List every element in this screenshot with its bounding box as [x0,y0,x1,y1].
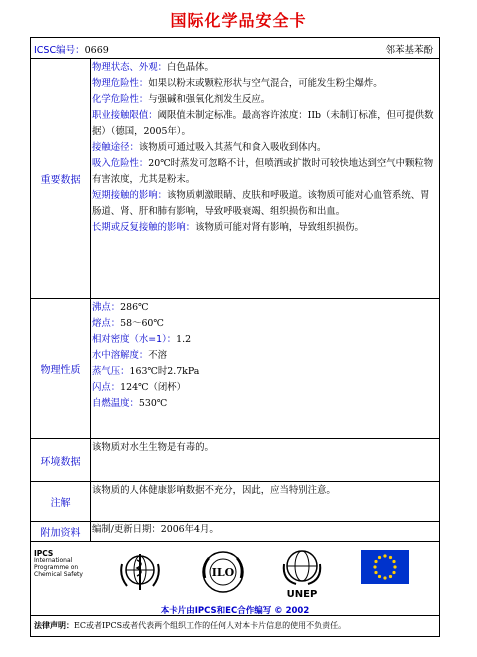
physical-item [92,380,437,396]
physical-item-key: 水中溶解度： [92,350,149,361]
important-item-text: 该物质刺激眼睛、皮肤和呼吸道。该物质可能对心血管系统、胃肠道、肾、肝和肺有影响，导致呼吸衰竭、组织损伤和出血。 [92,190,430,217]
environment-row [31,439,439,482]
legal-row [31,616,439,636]
physical-item [92,300,437,316]
physical-item-text: 58～60℃ [120,318,164,329]
ipcs-line: Programme on [34,564,79,571]
important-item-text: 20℃时蒸发可忽略不计，但喷洒或扩散时可较快地达到空气中颗粒物有害浓度，尤其是粉末。 [92,158,434,185]
legal-text: EC或者IPCS或者代表两个组织工作的任何人对本卡片信息的使用不负责任。 [74,621,347,630]
header-row [31,38,439,59]
physical-item-key: 闪点： [92,382,121,393]
physical-item-text: 530℃ [138,398,168,409]
who-emblem-icon [117,550,163,594]
additional-text: 编制/更新日期：2006年4月。 [92,524,219,535]
important-item-key: 长期或反复接触的影响： [92,222,196,233]
physical-content [92,300,437,412]
physical-item-text: 286℃ [120,302,149,313]
environment-text: 该物质对水生生物是有毒的。 [92,442,214,453]
important-item-key: 短期接触的影响： [92,190,168,201]
physical-item-text: 1.2 [176,334,192,345]
notes-row [31,482,439,522]
important-item-text: 该物质可能对肾有影响，导致组织损伤。 [195,222,364,233]
ilo-text: ILO [211,566,235,579]
important-item [92,156,437,188]
legal-key: 法律声明： [34,621,74,630]
ipcs-line: Chemical Safety [34,571,83,578]
physical-item-text: 124℃（闭杯） [120,382,187,393]
important-item-key: 物理危险性： [92,78,149,89]
important-item-text: 阈限值未制定标准。最高容许浓度：IIb（未制订标准，但可提供数据）（德国，2005年）。 [92,110,434,137]
important-content [92,60,437,236]
card-title: 国际化学品安全卡 [170,11,307,30]
physical-item-key: 自燃温度： [92,398,139,409]
notes-text: 该物质的人体健康影响数据不充分，因此，应当特别注意。 [92,485,336,496]
physical-item [92,364,437,380]
important-item-text: 如果以粉末或颗粒形状与空气混合，可能发生粉尘爆炸。 [148,78,383,89]
icsc-id-value: 0669 [84,45,109,56]
important-item [92,60,437,76]
chemical-name: 邻苯基苯酚 [385,45,433,56]
additional-label: 附加资料 [31,522,91,541]
notes-label: 注解 [31,482,91,521]
physical-item [92,316,437,332]
additional-row [31,522,439,542]
unep-text: UNEP [286,589,318,600]
physical-item-key: 蒸气压： [92,366,130,377]
eu-flag-icon [361,550,409,584]
icsc-id [34,42,109,56]
icsc-id-label: ICSC编号： [34,45,85,56]
physical-item [92,396,437,412]
logos [31,542,439,616]
physical-item [92,332,437,348]
ipcs-line: IPCS [34,549,54,558]
important-item [92,76,437,92]
ilo-emblem-icon [199,548,247,596]
physical-item-key: 熔点： [92,318,121,329]
physical-row [31,299,439,439]
physical-item-text: 不溶 [148,350,168,361]
physical-label: 物理性质 [31,299,91,438]
footer-logos-row [31,542,439,616]
ipcs-line: International [34,557,73,564]
important-row [31,59,439,299]
physical-item-key: 沸点： [92,302,121,313]
environment-label: 环境数据 [31,439,91,481]
important-label: 重要数据 [31,59,91,298]
important-item-text: 白色晶体。 [167,62,214,73]
important-item [92,140,437,156]
important-item-text: 该物质可通过吸入其蒸气和食入吸收到体内。 [138,142,327,153]
important-item-key: 职业接触限值： [92,110,158,121]
physical-item [92,348,437,364]
important-item-key: 化学危险性： [92,94,149,105]
legal-notice [34,620,346,631]
unep-emblem-icon [276,546,328,600]
safety-card [30,37,440,637]
important-item-key: 吸入危险性： [92,158,149,169]
important-item [92,108,437,140]
important-item-key: 物理状态、外观： [92,62,168,73]
ipcs-logo [34,550,83,578]
physical-item-text: 163℃时2.7kPa [129,366,200,377]
important-item [92,188,437,220]
credit-line: 本卡片由IPCS和EC合作编写 © 2002 [160,606,310,616]
important-item-text: 与强碱和强氧化剂发生反应。 [148,94,271,105]
important-item-key: 接触途径： [92,142,139,153]
important-item [92,92,437,108]
important-item [92,220,437,236]
physical-item-key: 相对密度（水=1）： [92,334,177,345]
